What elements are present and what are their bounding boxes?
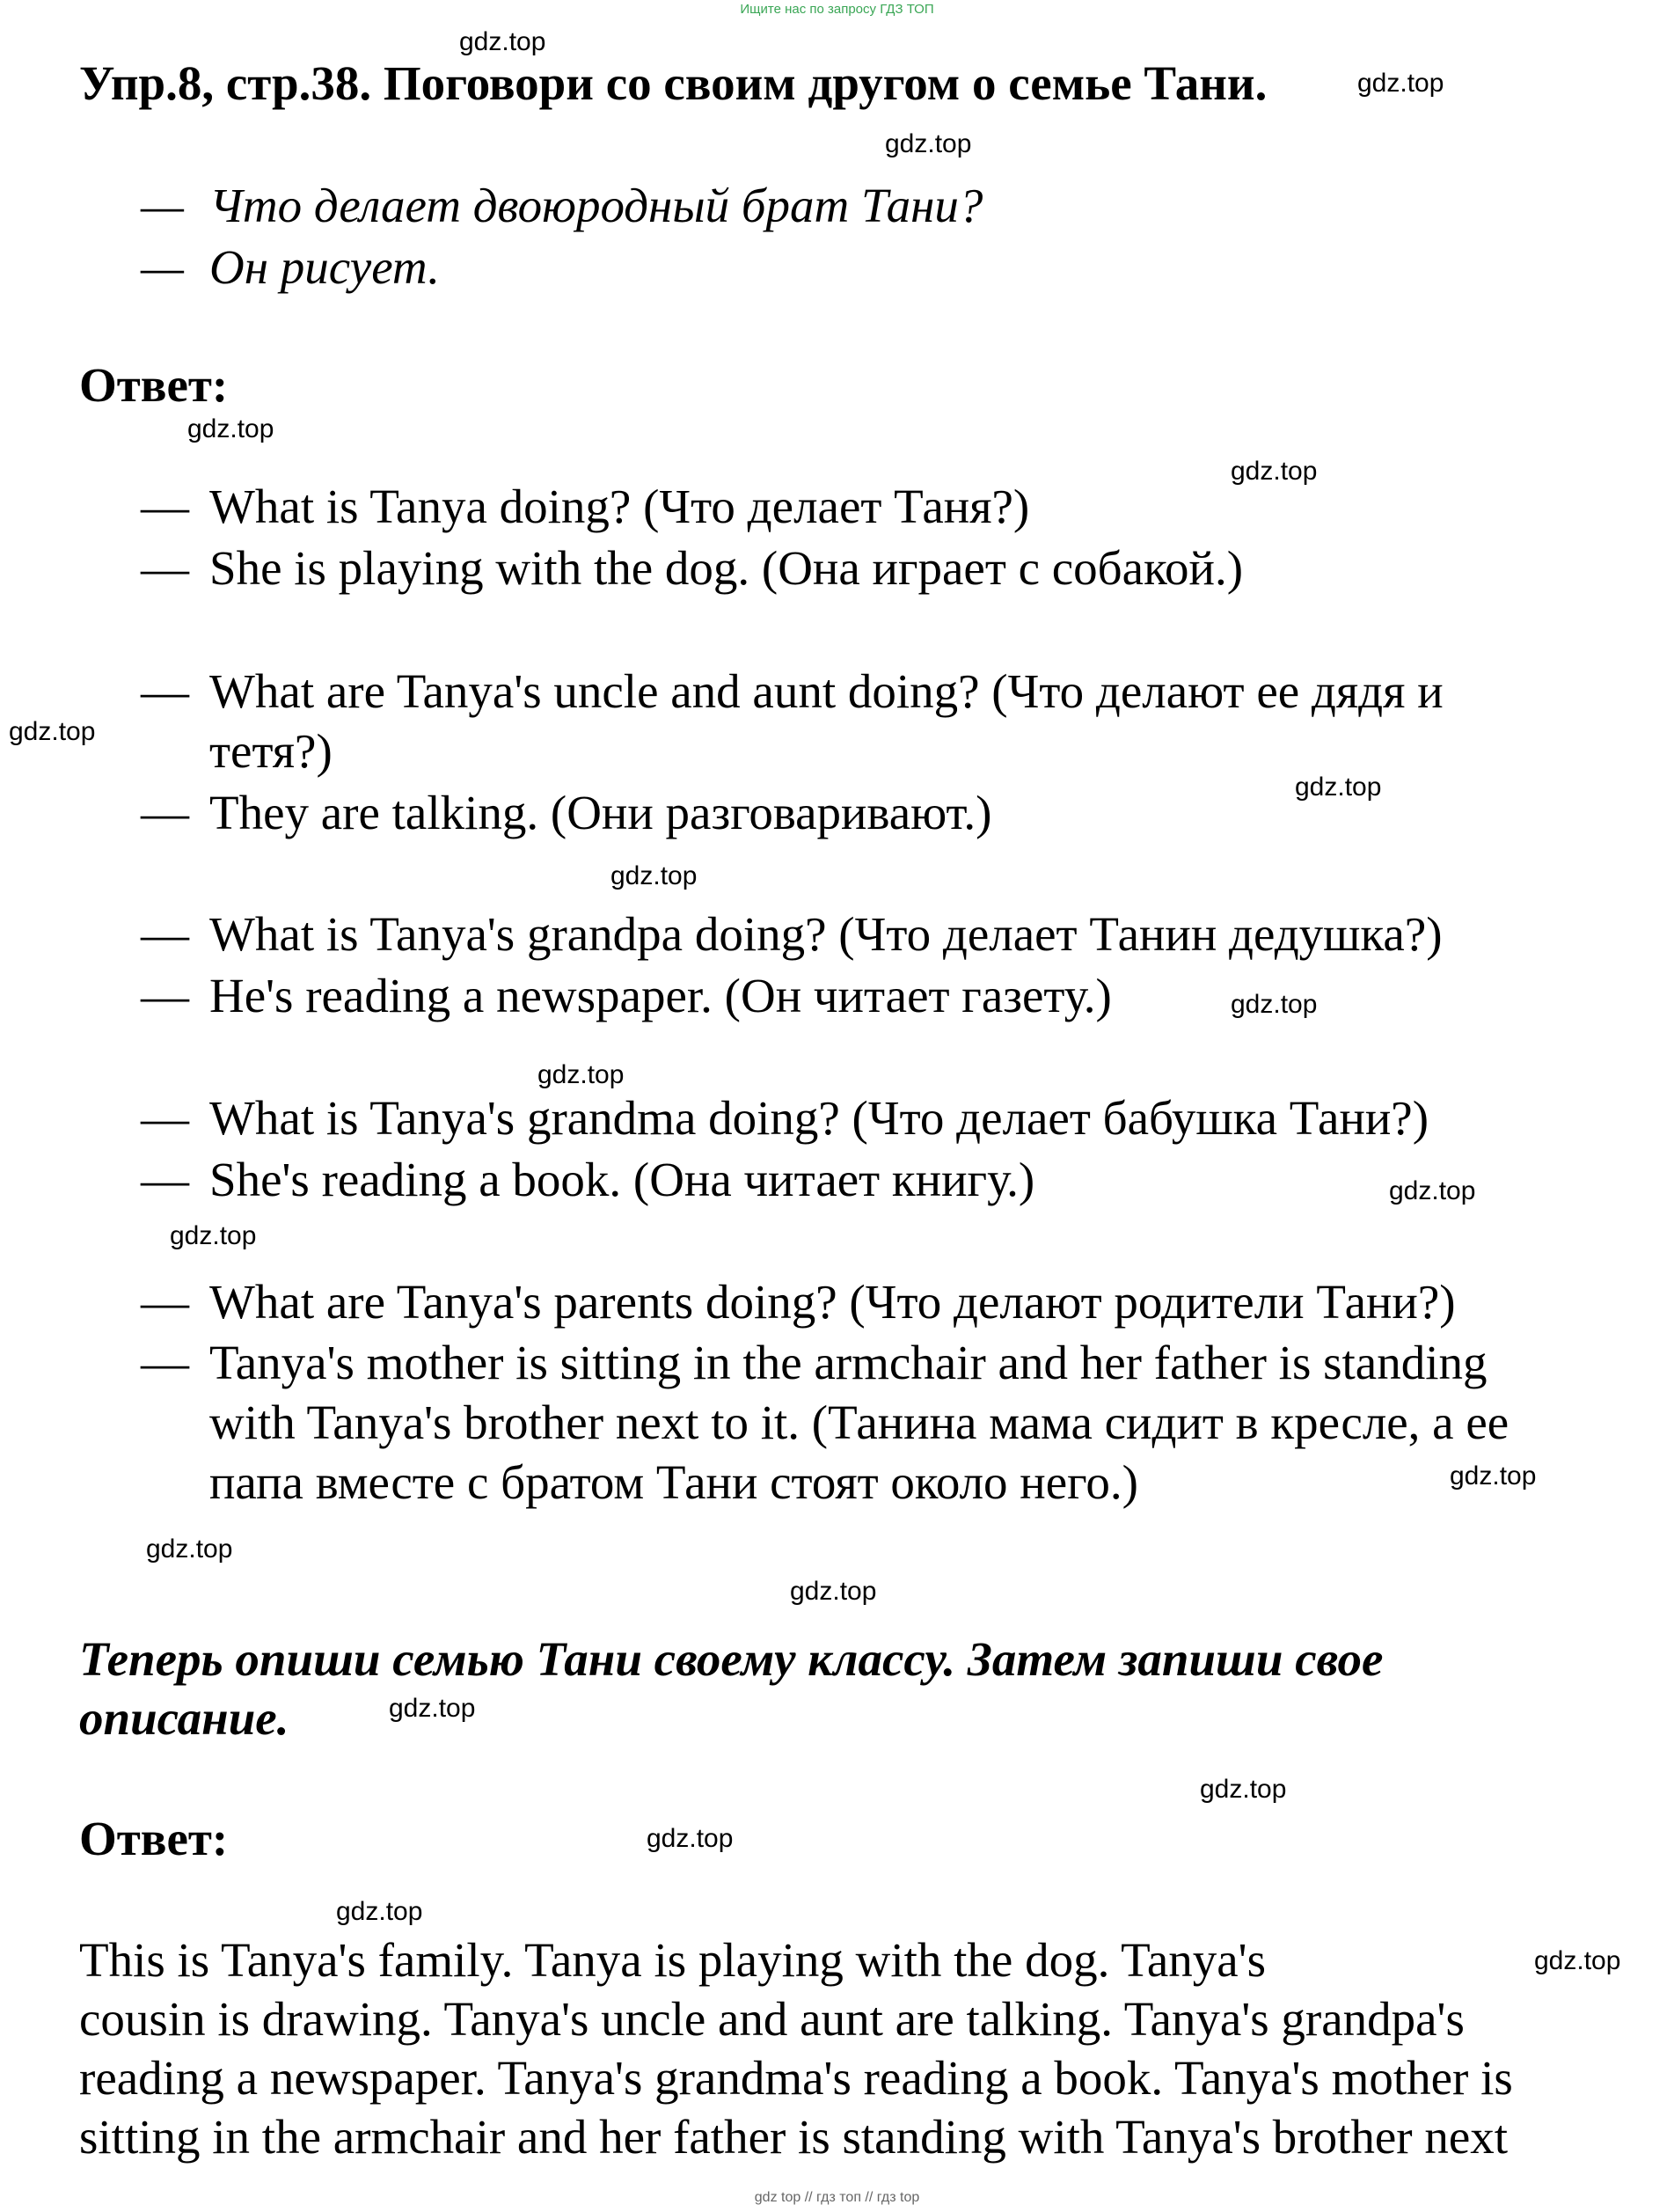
watermark: gdz.top — [1231, 457, 1318, 486]
dialogue-answer: She's reading a book. (Она читает книгу.) — [209, 1153, 1035, 1206]
dialogue-answer: She is playing with the dog. (Она играет с собакой.) — [209, 541, 1244, 595]
dialogue-answer: Tanya's mother is sitting in the armchair and her father is standing — [209, 1336, 1488, 1389]
watermark: gdz.top — [1231, 990, 1318, 1019]
watermark: gdz.top — [885, 129, 972, 158]
dash: — — [141, 907, 189, 961]
top-note: Ищите нас по запросу ГДЗ ТОП — [740, 2, 934, 17]
footer-note: gdz top // гдз топ // гдз top — [754, 2190, 920, 2205]
dash: — — [141, 1091, 189, 1145]
dialogue-question: What is Tanya doing? (Что делает Таня?) — [209, 480, 1030, 533]
watermark: gdz.top — [459, 27, 546, 56]
dialogue-question: What is Tanya's grandpa doing? (Что делает Танин дедушка?) — [209, 907, 1443, 961]
dialogue-answer-continued: with Tanya's brother next to it. (Танина мама сидит в кресле, а ее — [209, 1395, 1510, 1449]
watermark: gdz.top — [146, 1534, 233, 1564]
answer-label: Ответ: — [79, 1812, 229, 1865]
task-instruction — [79, 1630, 1575, 1747]
watermark: gdz.top — [1357, 69, 1444, 98]
example-answer: Он рисует. — [209, 240, 441, 294]
dash: — — [141, 1336, 189, 1389]
answer-label: Ответ: — [79, 358, 229, 412]
watermark: gdz.top — [647, 1824, 734, 1853]
dash: — — [141, 1275, 189, 1329]
watermark: gdz.top — [9, 717, 96, 746]
dialogue-question: What is Tanya's grandma doing? (Что делает бабушка Тани?) — [209, 1091, 1429, 1145]
dialogue-answer: They are talking. (Они разговаривают.) — [209, 786, 992, 839]
watermark: gdz.top — [170, 1221, 257, 1250]
example-question: Что делает двоюродный брат Тани? — [209, 179, 983, 232]
watermark: gdz.top — [1200, 1775, 1287, 1804]
dash: — — [141, 969, 189, 1022]
paragraph-line: cousin is drawing. Tanya's uncle and aunt are talking. Tanya's grandpa's — [79, 1992, 1465, 2046]
dialogue-question: What are Tanya's uncle and aunt doing? (Что делают ее дядя и — [209, 664, 1444, 718]
watermark: gdz.top — [790, 1577, 877, 1606]
dash: — — [141, 179, 184, 232]
watermark: gdz.top — [610, 861, 698, 890]
dialogue-question: What are Tanya's parents doing? (Что делают родители Тани?) — [209, 1275, 1456, 1329]
dialogue-answer-continued: папа вместе с братом Тани стоят около него.) — [209, 1455, 1138, 1509]
dash: — — [141, 1153, 189, 1206]
dialogue-question-continued: тетя?) — [209, 724, 333, 778]
dash: — — [141, 480, 189, 533]
watermark: gdz.top — [1450, 1461, 1537, 1491]
answer-paragraph — [79, 1930, 1654, 2166]
dash: — — [141, 541, 189, 595]
dialogue-answer: He's reading a newspaper. (Он читает газету.) — [209, 969, 1112, 1022]
paragraph-line: sitting in the armchair and her father is standing with Tanya's brother next — [79, 2110, 1509, 2164]
watermark: gdz.top — [389, 1694, 476, 1723]
task-instruction-line: Теперь опиши семью Тани своему классу. Затем запиши свое — [79, 1632, 1384, 1686]
watermark: gdz.top — [1295, 773, 1382, 802]
watermark: gdz.top — [537, 1060, 625, 1089]
paragraph-line: reading a newspaper. Tanya's grandma's reading a book. Tanya's mother is — [79, 2051, 1513, 2105]
watermark: gdz.top — [187, 414, 274, 443]
paragraph-line: This is Tanya's family. Tanya is playing with the dog. Tanya's — [79, 1933, 1266, 1987]
dash: — — [141, 240, 184, 294]
task-instruction-line: описание. — [79, 1691, 289, 1745]
watermark: gdz.top — [1389, 1176, 1476, 1205]
watermark: gdz.top — [336, 1897, 423, 1926]
dash: — — [141, 664, 189, 718]
exercise-title: Упр.8, стр.38. Поговори со своим другом о семье Тани. — [79, 56, 1268, 110]
watermark: gdz.top — [1534, 1946, 1621, 1975]
dash: — — [141, 786, 189, 839]
